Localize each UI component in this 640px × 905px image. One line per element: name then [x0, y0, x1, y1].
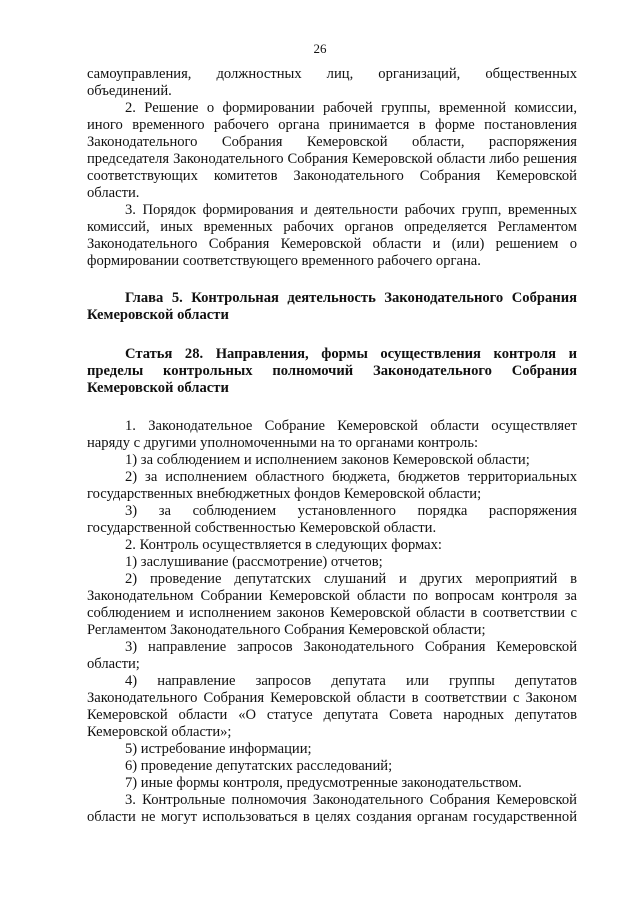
article-paragraph: 2. Контроль осуществляется в следующих формах: [125, 537, 442, 553]
paragraph-procedure: 3. Порядок формирования и деятельности рабочих групп, временных комиссий, иных временных рабочих органов определяется Регламентом Законодательного Собрания Кемеровской области и (или) решением о формировании соответствующего временного рабочего органа. [87, 202, 577, 269]
chapter-heading: Глава 5. Контрольная деятельность Законодательного Собрания Кемеровской области [87, 290, 577, 323]
article-paragraph: 7) иные формы контроля, предусмотренные законодательством. [125, 775, 522, 791]
article-paragraph: 5) истребование информации; [125, 741, 312, 757]
article-paragraph: 6) проведение депутатских расследований; [125, 758, 393, 774]
article-paragraph: 1) за соблюдением и исполнением законов Кемеровской области; [125, 452, 530, 468]
paragraph-decision: 2. Решение о формировании рабочей группы, временной комиссии, иного временного рабочего органа принимается в форме постановления Законодательного Собрания Кемеровской области, распоряжения председателя Законодательного Собрания Кемеровской области либо решения соответствующих комитетов Законодательного Собрания Кемеровской области. [87, 100, 577, 201]
article-paragraph: 1) заслушивание (рассмотрение) отчетов; [125, 554, 383, 570]
article-paragraph: 2) проведение депутатских слушаний и других мероприятий в Законодательном Собрании Кемеровской области по вопросам контроля за соблюдением и исполнением законов Кемеровской области в соответствии с Регламентом Законодательного Собрания Кемеровской области; [87, 571, 577, 638]
article-paragraph: 4) направление запросов депутата или группы депутатов Законодательного Собрания Кемеровской области в соответствии с Законом Кемеровской области «О статусе депутата Совета народных депутатов Кемеровской области»; [87, 673, 577, 740]
article-paragraph-continued: 3. Контрольные полномочия Законодательного Собрания Кемеровской области не могут использоваться в целях создания органам государственной [87, 792, 577, 825]
document-body [87, 66, 577, 826]
article-paragraph: 3) направление запросов Законодательного Собрания Кемеровской области; [87, 639, 577, 672]
page-number: 26 [313, 41, 327, 56]
article-heading: Статья 28. Направления, формы осуществления контроля и пределы контрольных полномочий Законодательного Собрания Кемеровской области [87, 346, 577, 396]
article-paragraph: 2) за исполнением областного бюджета, бюджетов территориальных государственных внебюджетных фондов Кемеровской области; [87, 469, 577, 502]
paragraph-continuation: самоуправления, должностных лиц, организаций, общественных объединений. [87, 66, 577, 99]
article-paragraph: 1. Законодательное Собрание Кемеровской области осуществляет наряду с другими уполномоченными на то органами контроль: [87, 418, 577, 451]
article-paragraph: 3) за соблюдением установленного порядка распоряжения государственной собственностью Кемеровской области. [87, 503, 577, 536]
article-body [87, 418, 577, 826]
